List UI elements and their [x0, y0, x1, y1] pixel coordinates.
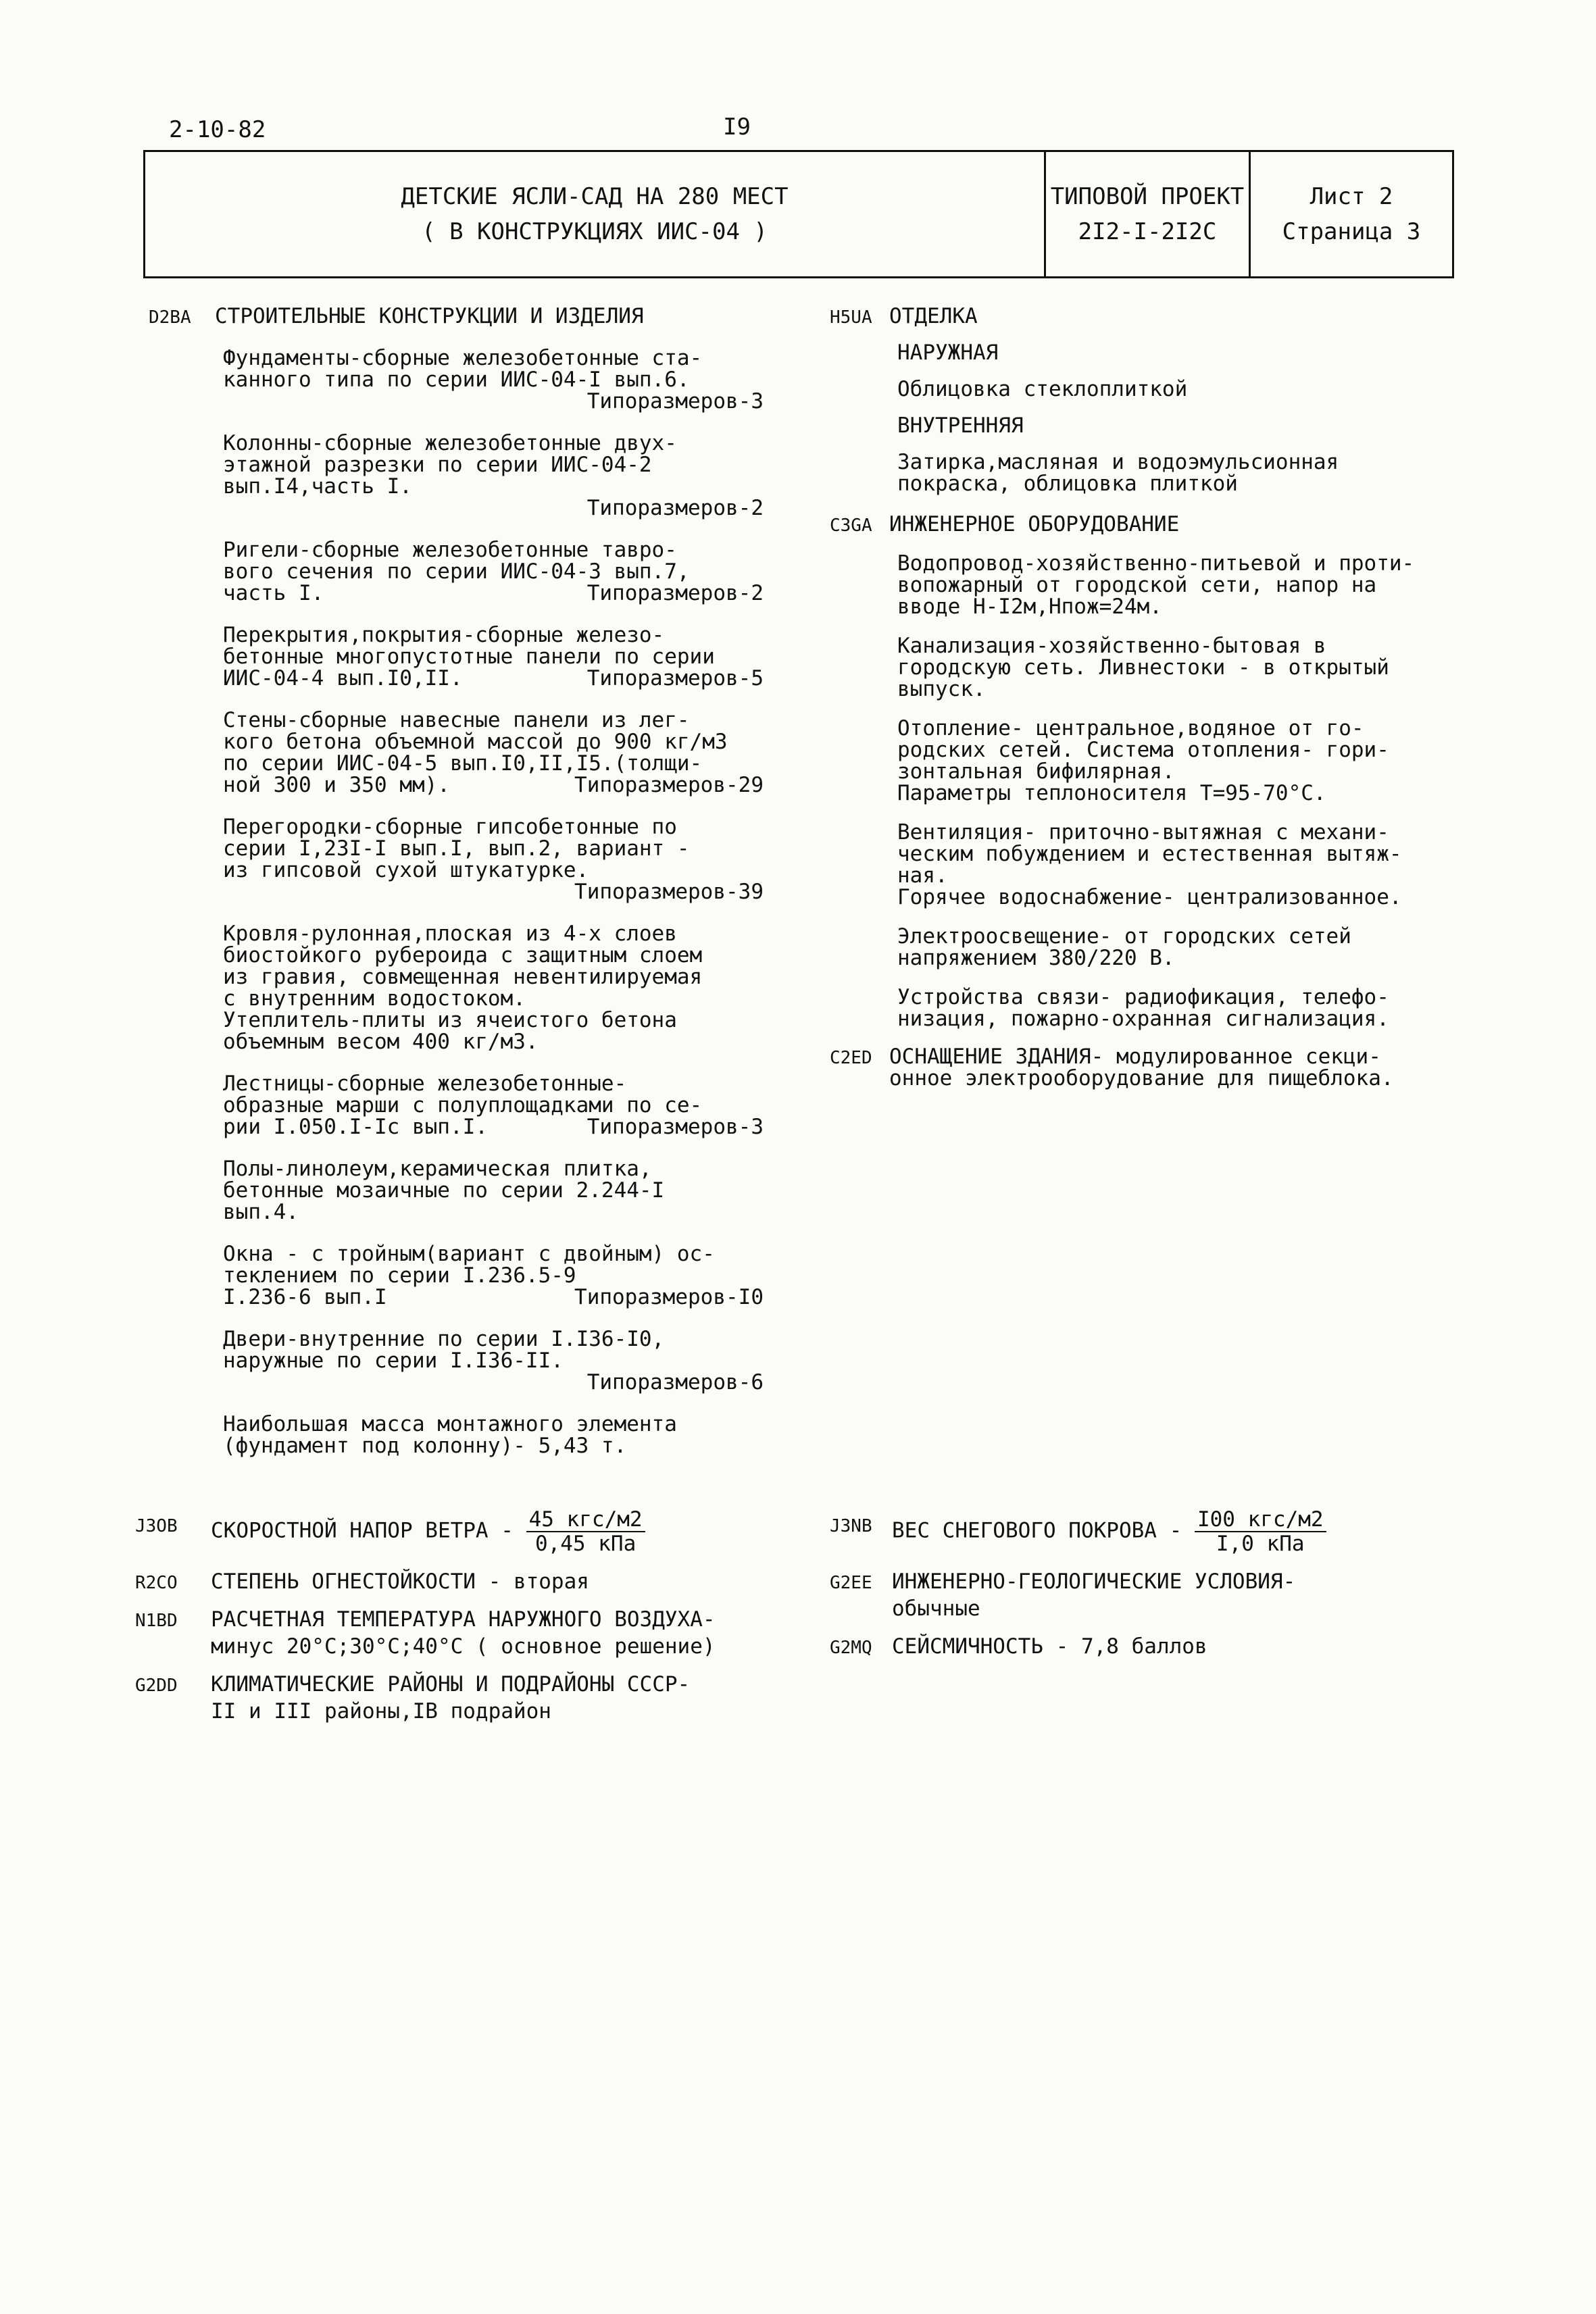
construction-item-line: ИИС-04-4 вып.I0,II.: [223, 666, 463, 690]
engineering-item: [897, 926, 1465, 969]
construction-item-line: Лестницы-сборные железобетонные-: [223, 1072, 627, 1096]
inner-finish-line: Затирка,масляная и водоэмульсионная: [897, 450, 1339, 474]
temperature-code: N1BD: [135, 1611, 178, 1631]
engineering-item: [897, 635, 1465, 700]
construction-item-line: кого бетона объемной массой до 900 кг/м3: [223, 730, 728, 754]
construction-item: [223, 709, 770, 796]
finish-code: H5UA: [830, 307, 872, 328]
title-cell: [145, 152, 1046, 276]
engineering-item: [897, 986, 1465, 1030]
construction-item-line: Перегородки-сборные гипсобетонные по: [223, 815, 677, 839]
construction-item-line: часть I.: [223, 581, 324, 605]
bottom-left-params: [135, 1508, 784, 1738]
engineering-item-line: Водопровод-хозяйственно-питьевой и проти-: [897, 551, 1415, 576]
sheet-cell: [1251, 152, 1452, 276]
finish-title: ОТДЕЛКА: [889, 304, 978, 328]
construction-item-line: ной 300 и 350 мм).: [223, 773, 450, 797]
type-count: Типоразмеров-2: [587, 581, 764, 605]
engineering-item-line: напряжением 380/220 В.: [897, 946, 1175, 970]
construction-item: [223, 539, 770, 604]
construction-item-line: Утеплитель-плиты из ячеистого бетона: [223, 1008, 677, 1032]
construction-item-line: Перекрытия,покрытия-сборные железо-: [223, 623, 665, 647]
outer-finish-label: НАРУЖНАЯ: [897, 341, 999, 365]
engineering-item-line: Параметры теплоносителя Т=95-70°С.: [897, 781, 1326, 805]
engineering-item-line: Устройства связи- радиофикация, телефо-: [897, 985, 1389, 1009]
finish-engineering-section: [830, 305, 1465, 1089]
construction-section: [149, 305, 770, 1457]
sheet-number: Лист 2: [1310, 183, 1393, 210]
engineering-item-line: Вентиляция- приточно-вытяжная с механи-: [897, 820, 1389, 845]
bottom-right-params: [830, 1508, 1465, 1673]
wind-denominator: 0,45 кПа: [534, 1532, 637, 1556]
construction-item-line: бетонные многопустотные панели по серии: [223, 645, 715, 669]
wind-numerator: 45 кгс/м2: [526, 1508, 645, 1532]
engineering-item-line: Канализация-хозяйственно-бытовая в: [897, 634, 1326, 658]
engineering-item-line: вводе Н-I2м,Нпож=24м.: [897, 595, 1162, 619]
climate-value: II и III районы,IВ подрайон: [211, 1699, 551, 1724]
construction-item-line: Окна - с тройным(вариант с двойным) ос-: [223, 1242, 715, 1266]
snow-code: J3NB: [830, 1516, 872, 1536]
fire-code: R2CO: [135, 1573, 178, 1593]
construction-item: [223, 1413, 770, 1457]
construction-item-line: Фундаменты-сборные железобетонные ста-: [223, 346, 703, 370]
snow-numerator: I00 кгс/м2: [1195, 1508, 1326, 1532]
construction-item-line: рии I.050.I-Iс вып.I.: [223, 1115, 488, 1139]
snow-fraction: [1195, 1508, 1326, 1555]
construction-item: [223, 1073, 770, 1138]
project-label: ТИПОВОЙ ПРОЕКТ: [1050, 183, 1245, 210]
geology-value: обычные: [892, 1596, 980, 1621]
construction-item-line: серии I,23I-I вып.I, вып.2, вариант -: [223, 836, 690, 861]
construction-item-line: Стены-сборные навесные панели из лег-: [223, 708, 690, 732]
construction-item-line: наружные по серии I.I36-II.: [223, 1349, 564, 1373]
construction-item-line: по серии ИИС-04-5 вып.I0,II,I5.(толщи-: [223, 751, 703, 776]
engineering-item: [897, 553, 1465, 618]
construction-item-line: Двери-внутренние по серии I.I36-I0,: [223, 1327, 665, 1351]
inner-finish-line: покраска, облицовка плиткой: [897, 472, 1238, 496]
equipment-line: онное электрооборудование для пищеблока.: [889, 1066, 1394, 1090]
wind-code: J3OB: [135, 1516, 178, 1536]
wind-fraction: [526, 1508, 645, 1555]
inner-finish-label: ВНУТРЕННЯЯ: [897, 413, 1024, 438]
construction-item-line: из гипсовой сухой штукатурке.: [223, 858, 589, 882]
engineering-item-line: зонтальная бифилярная.: [897, 759, 1175, 784]
engineering-item-line: Отопление- центральное,водяное от го-: [897, 716, 1364, 740]
type-count: Типоразмеров-3: [587, 389, 764, 413]
engineering-item-line: родских сетей. Система отопления- гори-: [897, 738, 1389, 762]
construction-item-line: Полы-линолеум,керамическая плитка,: [223, 1157, 652, 1181]
construction-item: [223, 923, 770, 1053]
engineering-title: ИНЖЕНЕРНОЕ ОБОРУДОВАНИЕ: [889, 512, 1180, 536]
climate-label: КЛИМАТИЧЕСКИЕ РАЙОНЫ И ПОДРАЙОНЫ СССР-: [211, 1672, 691, 1696]
project-number: 2I2-I-2I2C: [1078, 218, 1217, 245]
construction-item-line: Ригели-сборные железобетонные тавро-: [223, 538, 677, 562]
section-title: СТРОИТЕЛЬНЫЕ КОНСТРУКЦИИ И ИЗДЕЛИЯ: [215, 304, 644, 328]
project-title: ДЕТСКИЕ ЯСЛИ-САД НА 280 МЕСТ: [401, 183, 789, 210]
type-count: Типоразмеров-29: [574, 773, 764, 797]
wind-label: СКОРОСТНОЙ НАПОР ВЕТРА -: [211, 1518, 514, 1543]
engineering-item-line: низация, пожарно-охранная сигнализация.: [897, 1007, 1389, 1031]
equipment-title: ОСНАЩЕНИЕ ЗДАНИЯ-: [889, 1045, 1104, 1069]
section-code: D2BA: [149, 307, 191, 328]
engineering-item-line: ческим побуждением и естественная вытяж-: [897, 842, 1402, 866]
snow-denominator: I,0 кПа: [1216, 1532, 1305, 1556]
construction-item-line: с внутренним водостоком.: [223, 986, 526, 1011]
fire-label: СТЕПЕНЬ ОГНЕСТОЙКОСТИ -: [211, 1569, 501, 1594]
construction-item-line: вып.I4,часть I.: [223, 474, 412, 499]
construction-item-line: Наибольшая масса монтажного элемента: [223, 1412, 677, 1436]
engineering-item-line: выпуск.: [897, 677, 986, 701]
engineering-item-line: ная.: [897, 863, 948, 888]
project-subtitle: ( В КОНСТРУКЦИЯХ ИИС-04 ): [422, 218, 768, 245]
construction-item-line: (фундамент под колонну)- 5,43 т.: [223, 1434, 627, 1458]
document-code: 2-10-82: [169, 116, 266, 143]
title-block: [143, 150, 1454, 278]
construction-item: [223, 1158, 770, 1223]
equipment-code: C2ED: [830, 1048, 872, 1068]
construction-item-line: образные марши с полуплощадками по се-: [223, 1093, 703, 1117]
type-count: Типоразмеров-I0: [574, 1285, 764, 1309]
engineering-code: C3GA: [830, 515, 872, 536]
temperature-value: минус 20°С;30°С;40°С ( основное решение): [211, 1634, 716, 1659]
seismic-label: СЕЙСМИЧНОСТЬ -: [892, 1634, 1069, 1659]
construction-item: [223, 816, 770, 903]
climate-code: G2DD: [135, 1676, 178, 1696]
page-label: Страница 3: [1282, 218, 1421, 245]
engineering-item: [897, 822, 1465, 908]
seismic-code: G2MQ: [830, 1638, 872, 1658]
construction-item-line: теклением по серии I.236.5-9: [223, 1263, 576, 1288]
construction-item-line: бетонные мозаичные по серии 2.244-I: [223, 1178, 665, 1203]
construction-item-line: I.236-6 вып.I: [223, 1285, 387, 1309]
construction-item: [223, 624, 770, 689]
construction-item-line: из гравия, совмещенная невентилируемая: [223, 965, 703, 989]
construction-item-line: вого сечения по серии ИИС-04-3 вып.7,: [223, 559, 690, 584]
geology-label: ИНЖЕНЕРНО-ГЕОЛОГИЧЕСКИЕ УСЛОВИЯ-: [892, 1569, 1296, 1594]
equipment-line: модулированное секци-: [1116, 1045, 1381, 1069]
outer-finish-text: Облицовка стеклоплиткой: [897, 377, 1188, 401]
type-count: Типоразмеров-2: [587, 496, 764, 520]
construction-item: [223, 1328, 770, 1393]
construction-item: [223, 432, 770, 519]
snow-label: ВЕС СНЕГОВОГО ПОКРОВА -: [892, 1518, 1182, 1543]
construction-item: [223, 1243, 770, 1308]
geology-code: G2EE: [830, 1573, 872, 1593]
temperature-label: РАСЧЕТНАЯ ТЕМПЕРАТУРА НАРУЖНОГО ВОЗДУХА-: [211, 1607, 716, 1632]
type-count: Типоразмеров-6: [587, 1370, 764, 1394]
construction-item-line: этажной разрезки по серии ИИС-04-2: [223, 453, 652, 477]
construction-item-line: биостойкого рубероида с защитным слоем: [223, 943, 703, 967]
construction-item-line: вып.4.: [223, 1200, 299, 1224]
type-count: Типоразмеров-3: [587, 1115, 764, 1139]
engineering-item-line: Электроосвещение- от городских сетей: [897, 924, 1351, 949]
construction-item: [223, 347, 770, 412]
project-number-cell: [1046, 152, 1251, 276]
engineering-item-line: городскую сеть. Ливнестоки - в открытый: [897, 655, 1389, 680]
engineering-item-line: Горячее водоснабжение- централизованное.: [897, 885, 1402, 909]
engineering-item: [897, 718, 1465, 804]
construction-item-line: объемным весом 400 кг/м3.: [223, 1030, 539, 1054]
construction-item-line: Колонны-сборные железобетонные двух-: [223, 431, 677, 455]
construction-item-line: канного типа по серии ИИС-04-I вып.6.: [223, 368, 690, 392]
engineering-item-line: вопожарный от городской сети, напор на: [897, 573, 1377, 597]
fire-value: вторая: [513, 1569, 589, 1594]
page-number: I9: [723, 114, 751, 141]
type-count: Типоразмеров-5: [587, 666, 764, 690]
seismic-value: 7,8 баллов: [1080, 1634, 1207, 1659]
type-count: Типоразмеров-39: [574, 880, 764, 904]
construction-item-line: Кровля-рулонная,плоская из 4-х слоев: [223, 922, 677, 946]
